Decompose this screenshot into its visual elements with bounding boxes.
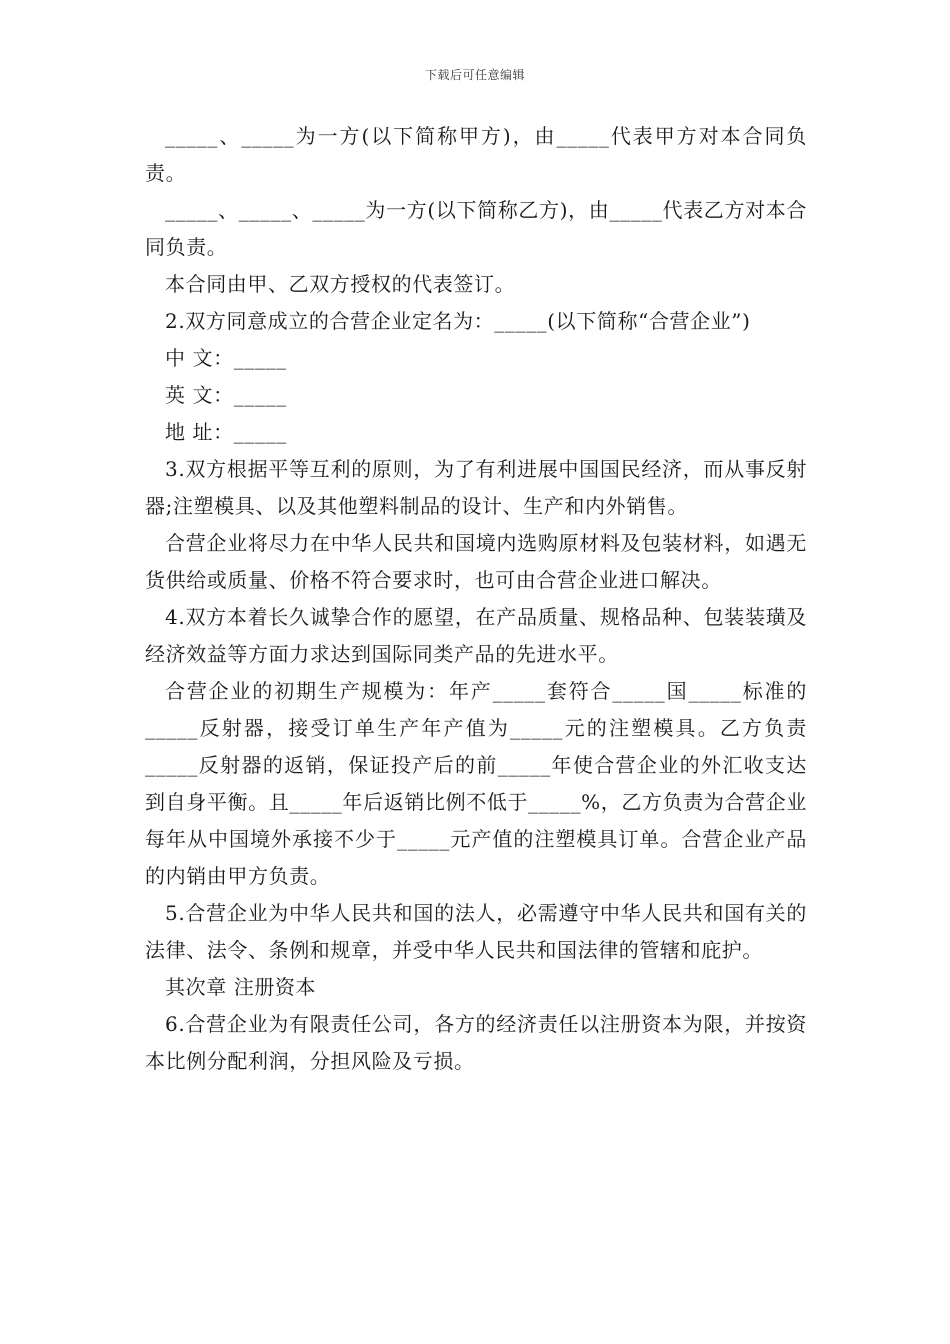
paragraph-clause-6: 6.合营企业为有限责任公司，各方的经济责任以注册资本为限，并按资本比例分配利润，分担风险及亏损。	[145, 1012, 807, 1073]
paragraph-clause-5: 5.合营企业为中华人民共和国的法人，必需遵守中华人民共和国有关的法律、法令、条例和规章，并受中华人民共和国法律的管辖和庇护。	[145, 901, 807, 962]
chapter-heading: 其次章 注册资本	[165, 975, 317, 999]
paragraph-party-b: _____、_____、_____为一方(以下简称乙方)，由_____代表乙方对本合同负责。	[145, 198, 807, 259]
paragraph-production-scale: 合营企业的初期生产规模为：年产_____套符合_____国_____标准的_____反射器，接受订单生产年产值为_____元的注塑模具。乙方负责_____反射器的返销，保证投产后的前_____年使合营企业的外汇收支达到自身平衡。且_____年后返销比例不低于_____%，乙方负责为合营企业每年从中国境外承接不少于_____元产值的注塑模具订单。合营企业产品的内销由甲方负责。	[145, 679, 808, 888]
paragraph-materials: 合营企业将尽力在中华人民共和国境内选购原材料及包装材料，如遇无货供给或质量、价格不符合要求时，也可由合营企业进口解决。	[145, 531, 807, 592]
paragraph-clause-2: 2.双方同意成立的合营企业定名为：_____(以下简称“合营企业”)	[165, 309, 751, 333]
contract-body	[145, 118, 807, 1080]
field-english-name: 英 文：_____	[165, 383, 287, 407]
paragraph-clause-3: 3.双方根据平等互利的原则，为了有利进展中国国民经济，而从事反射器;注塑模具、以及其他塑料制品的设计、生产和内外销售。	[145, 457, 807, 518]
paragraph-party-a: _____、_____为一方(以下简称甲方)，由_____代表甲方对本合同负责。	[145, 124, 807, 185]
header-note: 下载后可任意编辑	[424, 68, 525, 82]
field-address: 地 址：_____	[165, 420, 287, 444]
field-chinese-name: 中 文：_____	[165, 346, 287, 370]
paragraph-clause-4: 4.双方本着长久诚挚合作的愿望，在产品质量、规格品种、包装装璜及经济效益等方面力求达到国际同类产品的先进水平。	[145, 605, 807, 666]
paragraph-signing: 本合同由甲、乙双方授权的代表签订。	[165, 272, 516, 296]
